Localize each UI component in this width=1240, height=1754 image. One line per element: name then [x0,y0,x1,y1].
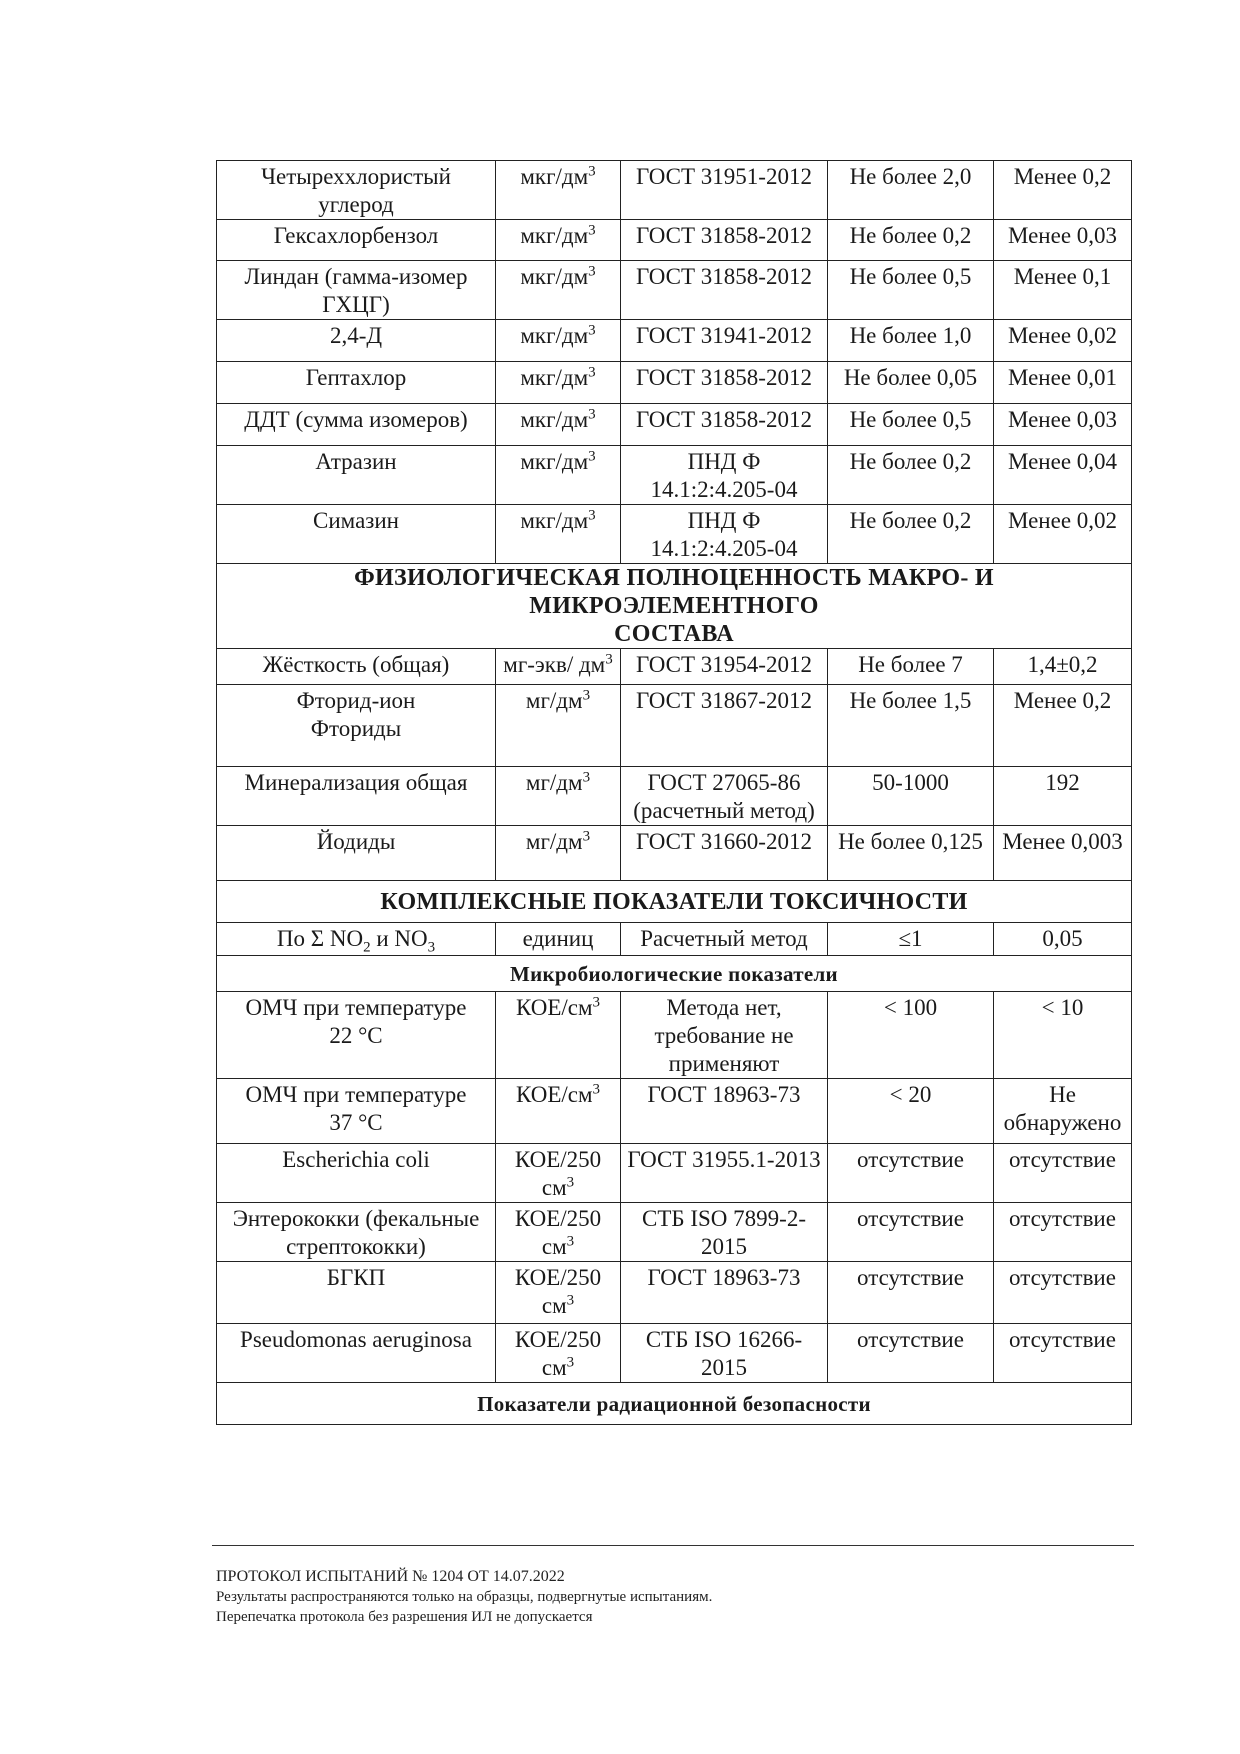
section-title-text: Микробиологические показатели [510,961,838,986]
table-row [217,1144,1132,1203]
unit-superscript: 3 [582,828,591,845]
test-method-cell [621,649,828,685]
result-value: Менее 0,03 [1007,407,1118,432]
unit-superscript: 3 [588,322,596,339]
norm-value-cell [828,161,994,220]
unit: мкг/дм [520,449,589,474]
indicator-name-cell [217,505,496,564]
indicator-name: Йодиды [316,829,396,854]
result-value-cell [994,1203,1132,1262]
unit-cell [496,685,621,767]
test-method: ПНД Ф 14.1:2:4.205-04 [650,449,798,502]
result-value-cell [994,767,1132,826]
unit-superscript: 3 [588,448,596,465]
table-row [217,362,1132,404]
test-method-cell [621,1203,828,1262]
indicator-name: ДДТ (сумма изомеров) [244,407,468,432]
unit-superscript: 3 [582,769,591,786]
test-method-cell [621,685,828,767]
unit-superscript: 3 [566,1174,575,1191]
result-value: Менее 0,03 [1007,223,1118,248]
result-value-cell [994,161,1132,220]
unit: КОЕ/250 см [514,1265,602,1318]
indicator-name-cell [217,1079,496,1144]
unit-cell [496,1079,621,1144]
result-value-cell [994,1144,1132,1203]
unit-cell [496,505,621,564]
unit-cell [496,923,621,956]
table-row [217,261,1132,320]
table-row [217,1262,1132,1324]
unit-superscript: 3 [588,507,596,524]
unit-superscript: 3 [588,364,596,381]
test-method: ГОСТ 31867-2012 [636,688,812,713]
test-method-cell [621,261,828,320]
test-method-cell [621,161,828,220]
norm-value-cell [828,261,994,320]
unit: мкг/дм [520,264,589,289]
unit-superscript: 3 [566,1292,575,1309]
norm-value: Не более 0,125 [838,829,983,854]
unit: мг/дм [525,688,583,713]
unit-cell [496,826,621,881]
norm-value-cell [828,1079,994,1144]
indicator-name-cell [217,923,496,956]
unit-cell [496,220,621,261]
unit-cell [496,404,621,446]
section-title [217,564,1132,649]
subscript: 3 [427,939,436,956]
unit-cell [496,1262,621,1324]
norm-value: отсутствие [857,1265,964,1290]
result-value-cell [994,992,1132,1079]
result-value: отсутствие [1009,1327,1116,1352]
unit-superscript: 3 [588,406,596,423]
unit-superscript: 3 [582,687,591,704]
norm-value-cell [828,362,994,404]
norm-value-cell [828,826,994,881]
indicator-name: 2,4-Д [329,323,383,348]
unit-superscript: 3 [588,263,596,280]
page-footer [216,1567,1116,1627]
table-row [217,1203,1132,1262]
indicator-name-cell [217,404,496,446]
norm-value-cell [828,1144,994,1203]
unit: мкг/дм [520,508,589,533]
indicator-name-part: По Σ NO [276,926,364,951]
indicator-name-cell [217,261,496,320]
indicator-name-cell [217,446,496,505]
section-header-row [217,1383,1132,1425]
unit-cell [496,1324,621,1383]
test-method-cell [621,1144,828,1203]
test-method: ГОСТ 27065-86 (расчетный метод) [633,770,815,823]
test-method-cell [621,767,828,826]
norm-value: Не более 0,5 [849,264,972,289]
indicator-name: ОМЧ при температуре 22 °С [245,995,467,1048]
indicator-name-cell [217,826,496,881]
norm-value: 50-1000 [872,770,949,795]
norm-value-cell [828,505,994,564]
table-row [217,446,1132,505]
unit-cell [496,992,621,1079]
unit-cell [496,320,621,362]
indicator-name-cell [217,649,496,685]
unit: мг/дм [525,829,583,854]
table-row [217,923,1132,956]
norm-value: Не более 0,2 [849,449,972,474]
unit: мкг/дм [520,407,589,432]
indicator-name-part: и NO [370,926,428,951]
indicator-name [276,926,436,956]
result-value-cell [994,685,1132,767]
unit-cell [496,161,621,220]
norm-value: отсутствие [857,1147,964,1172]
test-method-cell [621,992,828,1079]
norm-value: отсутствие [857,1206,964,1231]
section-title-text: Показатели радиационной безопасности [477,1391,871,1416]
norm-value-cell [828,404,994,446]
norm-value: Не более 2,0 [849,164,972,189]
footer-note-results: Результаты распространяются только на образцы, подвергнутые испытаниям. [216,1589,713,1605]
indicator-name: ОМЧ при температуре 37 °С [245,1082,467,1135]
table-row [217,1324,1132,1383]
indicator-name: Жёсткость (общая) [262,652,450,677]
test-method: ГОСТ 31954-2012 [636,652,812,677]
test-method: ГОСТ 18963-73 [647,1082,801,1107]
unit-cell [496,1203,621,1262]
norm-value: Не более 0,2 [849,508,972,533]
norm-value: < 20 [889,1082,932,1107]
result-value: Менее 0,01 [1007,365,1118,390]
result-value: Менее 0,003 [1002,829,1123,854]
footer-note-reprint: Перепечатка протокола без разрешения ИЛ не допускается [216,1609,593,1625]
table-row [217,161,1132,220]
unit: КОЕ/250 см [514,1147,602,1200]
result-value: отсутствие [1009,1265,1116,1290]
table-row [217,649,1132,685]
indicator-name-cell [217,220,496,261]
test-method-cell [621,404,828,446]
indicator-name: Минерализация общая [244,770,468,795]
indicator-name: Escherichia coli [282,1147,430,1172]
indicator-name-cell [217,767,496,826]
indicator-name: Симазин [313,508,399,533]
result-value-cell [994,362,1132,404]
result-value: Менее 0,2 [1013,164,1112,189]
result-value-cell [994,261,1132,320]
result-value: отсутствие [1009,1147,1116,1172]
unit-cell [496,649,621,685]
indicator-name-cell [217,992,496,1079]
test-method: Метода нет, требование не применяют [654,995,794,1076]
result-value-cell [994,923,1132,956]
result-value: Менее 0,02 [1007,508,1118,533]
unit: единиц [522,926,594,951]
norm-value: < 100 [883,995,938,1020]
result-value-cell [994,1079,1132,1144]
norm-value-cell [828,1262,994,1324]
test-method: ГОСТ 31858-2012 [636,223,812,248]
test-method-cell [621,446,828,505]
norm-value: Не более 1,5 [849,688,972,713]
test-method: ГОСТ 31858-2012 [636,407,812,432]
result-value-cell [994,826,1132,881]
norm-value-cell [828,685,994,767]
indicator-name-cell [217,161,496,220]
indicator-name: Гептахлор [305,365,407,390]
test-method-cell [621,1079,828,1144]
unit: мкг/дм [520,164,589,189]
indicator-name: Атразин [315,449,397,474]
test-method: ГОСТ 31941-2012 [636,323,812,348]
test-method: ГОСТ 31858-2012 [636,264,812,289]
section-title [217,956,1132,992]
indicator-name: Энтерококки (фекальные стрептококки) [232,1206,480,1259]
result-value: Менее 0,04 [1007,449,1118,474]
norm-value-cell [828,649,994,685]
indicator-name: Четыреххлористый углерод [261,164,451,217]
section-header-row [217,956,1132,992]
result-value: < 10 [1041,995,1084,1020]
test-method: ГОСТ 18963-73 [647,1265,801,1290]
test-method-cell [621,362,828,404]
table-row [217,685,1132,767]
indicator-name-cell [217,362,496,404]
test-method: Расчетный метод [640,926,808,951]
table-row [217,826,1132,881]
norm-value-cell [828,992,994,1079]
indicator-name: Гексахлорбензол [273,223,439,248]
norm-value: Не более 7 [858,652,963,677]
test-method-cell [621,1262,828,1324]
section-title-text: КОМПЛЕКСНЫЕ ПОКАЗАТЕЛИ ТОКСИЧНОСТИ [380,888,968,915]
result-value-cell [994,1262,1132,1324]
unit: КОЕ/250 см [514,1206,602,1259]
table-row [217,1079,1132,1144]
results-table [216,160,1132,1425]
norm-value-cell [828,923,994,956]
unit: мкг/дм [520,323,589,348]
unit-superscript: 3 [588,163,596,180]
result-value: 0,05 [1042,926,1083,951]
unit-superscript: 3 [566,1354,575,1371]
result-value-cell [994,649,1132,685]
unit: КОЕ/см [515,995,593,1020]
result-value: 192 [1045,770,1080,795]
table-row [217,320,1132,362]
result-value: отсутствие [1009,1206,1116,1231]
result-value-cell [994,404,1132,446]
indicator-name-cell [217,685,496,767]
test-method: ГОСТ 31660-2012 [636,829,812,854]
norm-value-cell [828,320,994,362]
norm-value: отсутствие [857,1327,964,1352]
norm-value-cell [828,446,994,505]
test-method-cell [621,320,828,362]
test-method: СТБ ISO 16266- 2015 [645,1327,803,1380]
norm-value-cell [828,767,994,826]
result-value-cell [994,320,1132,362]
unit-superscript: 3 [605,651,613,668]
footer-divider [212,1545,1134,1546]
unit-superscript: 3 [592,1081,601,1098]
indicator-name: Линдан (гамма-изомер ГХЦГ) [244,264,468,317]
unit-cell [496,261,621,320]
norm-value: Не более 0,05 [843,365,978,390]
indicator-name-cell [217,1262,496,1324]
norm-value: Не более 1,0 [849,323,972,348]
result-value: 1,4±0,2 [1027,652,1098,677]
section-header-row [217,564,1132,649]
indicator-name: Pseudomonas aeruginosa [240,1327,472,1352]
norm-value: ≤1 [898,926,923,951]
indicator-name-cell [217,1144,496,1203]
test-method: ПНД Ф 14.1:2:4.205-04 [650,508,798,561]
unit: мкг/дм [520,223,589,248]
result-value-cell [994,220,1132,261]
indicator-name: БГКП [326,1265,386,1290]
test-method-cell [621,1324,828,1383]
table-row [217,220,1132,261]
indicator-name: Фторид-ион Фториды [296,688,416,741]
result-value: Менее 0,1 [1013,264,1112,289]
unit: мг/дм [525,770,583,795]
norm-value-cell [828,1203,994,1262]
unit: мкг/дм [520,365,589,390]
result-value-cell [994,1324,1132,1383]
table-row [217,992,1132,1079]
table-row [217,505,1132,564]
unit-superscript: 3 [566,1233,575,1250]
test-method: ГОСТ 31951-2012 [636,164,812,189]
norm-value-cell [828,1324,994,1383]
test-method-cell [621,826,828,881]
indicator-name-cell [217,1203,496,1262]
unit-superscript: 3 [588,222,596,239]
test-method: ГОСТ 31955.1-2013 [627,1147,821,1172]
norm-value: Не более 0,2 [849,223,972,248]
unit-cell [496,767,621,826]
section-title [217,1383,1132,1425]
table-row [217,404,1132,446]
unit: КОЕ/250 см [514,1327,602,1380]
section-title [217,881,1132,923]
unit: мг-экв/ дм [503,652,606,677]
indicator-name-cell [217,1324,496,1383]
unit-cell [496,446,621,505]
test-method-cell [621,923,828,956]
section-title-text: ФИЗИОЛОГИЧЕСКАЯ ПОЛНОЦЕННОСТЬ МАКРО- И МИКРОЭЛЕМЕНТНОГО СОСТАВА [354,565,994,647]
table-row [217,767,1132,826]
test-method-cell [621,505,828,564]
norm-value: Не более 0,5 [849,407,972,432]
unit-cell [496,1144,621,1203]
result-value: Не обнаружено [1003,1082,1122,1135]
result-value-cell [994,505,1132,564]
subscript: 2 [363,939,371,956]
norm-value-cell [828,220,994,261]
test-method: ГОСТ 31858-2012 [636,365,812,390]
result-value: Менее 0,02 [1007,323,1118,348]
result-value-cell [994,446,1132,505]
indicator-name-cell [217,320,496,362]
unit-cell [496,362,621,404]
section-header-row [217,881,1132,923]
test-method-cell [621,220,828,261]
test-method: СТБ ISO 7899-2- 2015 [642,1206,806,1259]
result-value: Менее 0,2 [1013,688,1112,713]
protocol-title: ПРОТОКОЛ ИСПЫТАНИЙ № 1204 ОТ 14.07.2022 [216,1568,565,1585]
unit-superscript: 3 [592,994,601,1011]
unit: КОЕ/см [515,1082,593,1107]
results-table-body [217,161,1132,1425]
